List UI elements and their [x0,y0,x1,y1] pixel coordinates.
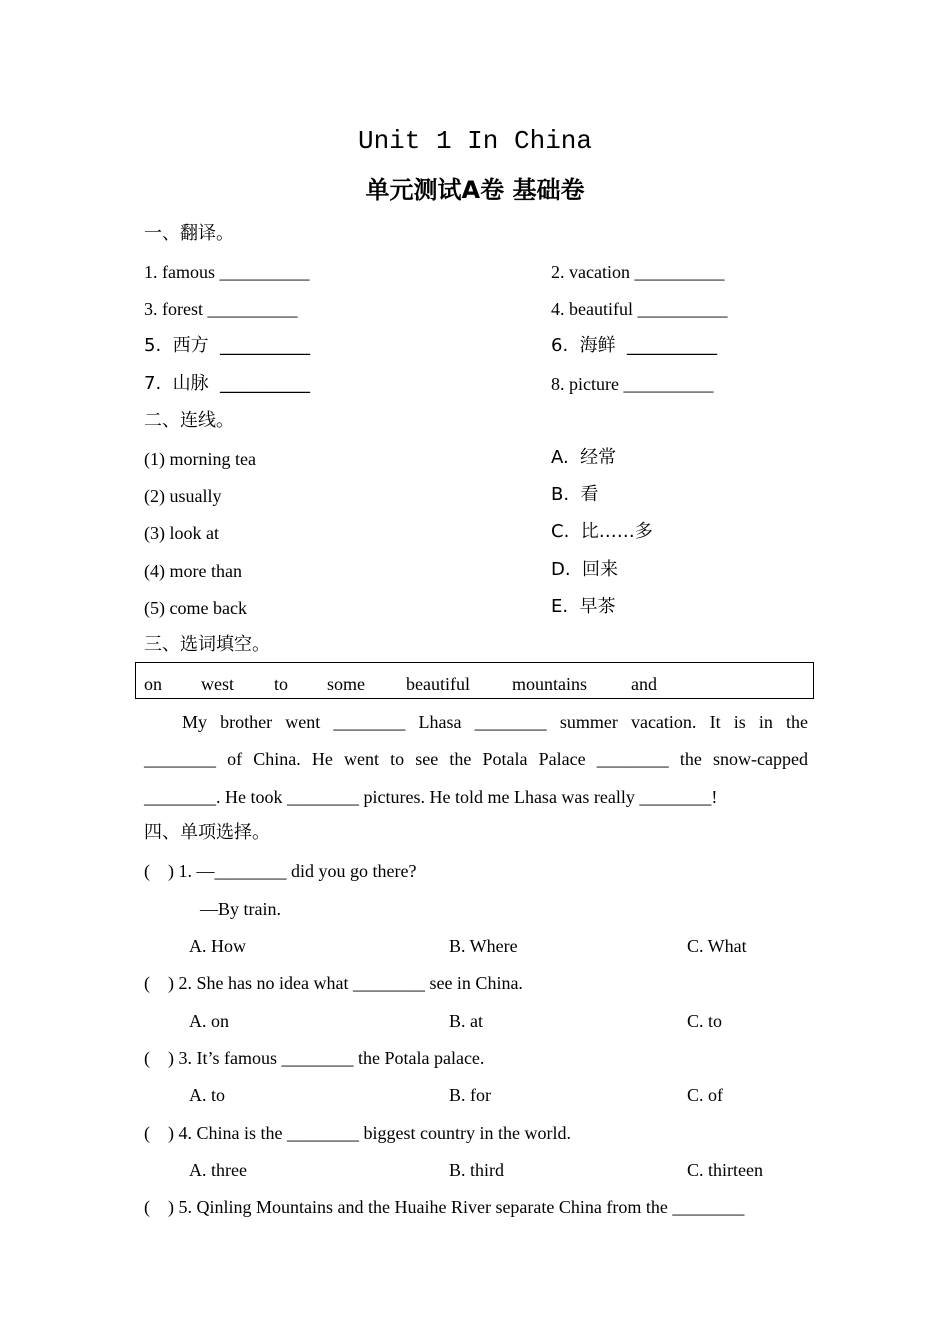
question-3-option-b: B. for [449,1085,491,1105]
question-2-stem: ( ) 2. She has no idea what ________ see in China. [144,973,523,993]
cloze-line-1: My brother went ________ Lhasa ________ summer vacation. It is in the [182,712,808,732]
question-4-option-c: C. thirteen [687,1160,763,1180]
word-bank-mountains: mountains [512,674,587,694]
question-4-option-b: B. third [449,1160,505,1180]
question-1-answer: —By train. [200,899,281,919]
translate-item-3: 3. forest __________ [144,299,298,319]
section-3-heading: 三、选词填空。 [144,634,270,655]
translate-item-4: 4. beautiful __________ [551,299,728,319]
match-right-a: A. 经常 [551,447,617,468]
section-1-heading: 一、翻译。 [144,223,234,244]
question-2-option-a: A. on [189,1011,229,1031]
question-1-option-b: B. Where [449,936,518,956]
question-3-option-c: C. of [687,1085,723,1105]
question-4-stem: ( ) 4. China is the ________ biggest country in the world. [144,1123,571,1143]
match-left-2: (2) usually [144,486,222,506]
question-4-option-a: A. three [189,1160,247,1180]
question-1-option-a: A. How [189,936,246,956]
match-right-e: E. 早茶 [551,596,616,617]
match-left-4: (4) more than [144,561,242,581]
match-left-3: (3) look at [144,523,219,543]
translate-item-1: 1. famous __________ [144,262,310,282]
word-bank-on: on [144,674,162,694]
question-2-option-b: B. at [449,1011,483,1031]
question-1-stem: ( ) 1. —________ did you go there? [144,861,417,881]
word-bank-west: west [201,674,234,694]
question-2-option-c: C. to [687,1011,723,1031]
translate-item-7: 7. 山脉 __________ [144,373,311,394]
section-2-heading: 二、连线。 [144,410,234,431]
word-bank-beautiful: beautiful [406,674,470,694]
match-right-b: B. 看 [551,484,599,505]
cloze-line-2: ________ of China. He went to see the Potala Palace ________ the snow-capped [144,749,808,769]
word-bank-some: some [327,674,365,694]
page-subtitle: 单元测试A卷 基础卷 [365,176,585,204]
question-3-stem: ( ) 3. It’s famous ________ the Potala palace. [144,1048,485,1068]
question-5-stem: ( ) 5. Qinling Mountains and the Huaihe River separate China from the ________ [144,1197,745,1217]
word-bank-to: to [274,674,289,694]
word-bank-box [135,662,814,699]
word-bank-and: and [631,674,657,694]
match-right-d: D. 回来 [551,559,619,580]
cloze-line-3: ________. He took ________ pictures. He told me Lhasa was really ________! [144,787,718,807]
question-3-option-a: A. to [189,1085,225,1105]
match-left-5: (5) come back [144,598,247,618]
translate-item-6: 6. 海鲜 __________ [551,335,718,356]
translate-item-8: 8. picture __________ [551,374,714,394]
page-title: Unit 1 In China [357,126,593,156]
question-1-option-c: C. What [687,936,747,956]
match-right-c: C. 比……多 [551,521,653,542]
translate-item-5: 5. 西方 __________ [144,335,311,356]
section-4-heading: 四、单项选择。 [144,822,270,843]
translate-item-2: 2. vacation __________ [551,262,725,282]
match-left-1: (1) morning tea [144,449,256,469]
